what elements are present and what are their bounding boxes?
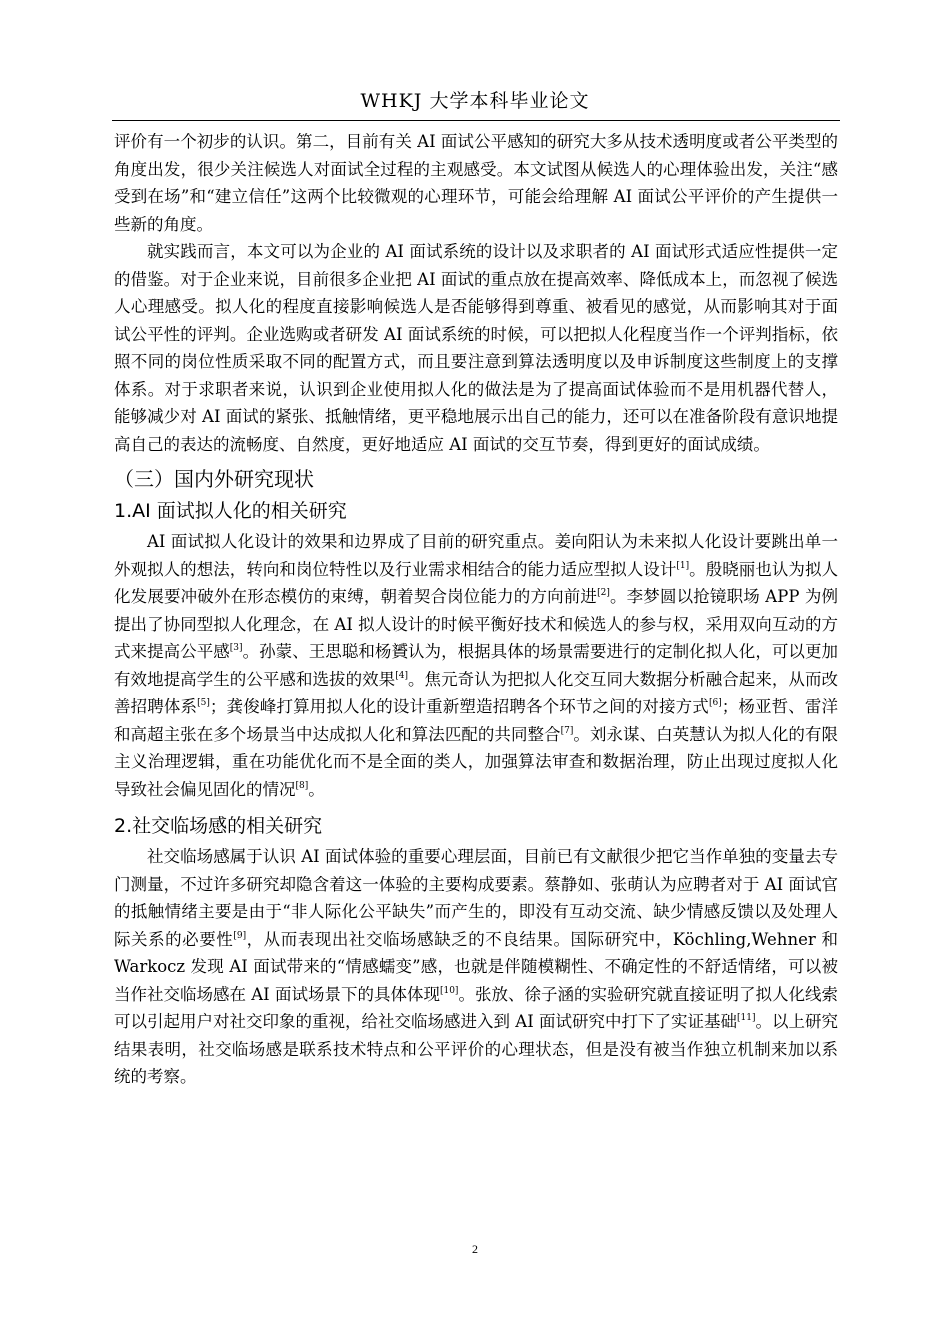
text-run: 。殷晓丽也认为拟人化发展要冲破外在形态模仿的束缚，朝着契合岗位能力的方向前进: [114, 559, 839, 606]
text-run: 。以上研究结果表明，社交临场感是联系技术特点和公平评价的心理状态，但是没有被当作独立机制来加以系统的考察。: [114, 1012, 838, 1086]
text-run: 社交临场感属于认识 AI 面试体验的重要心理层面，目前已有文献很少把它当作单独的变量去专门测量，不过许多研究却隐含着这一体验的主要构成要素。蔡静如、张萌认为应聘者对于 AI 面试官的抵触情绪主要是由于“非人际化公平缺失”而产生的，即没有互动交流、缺少情感反馈以及处理人际关系的必要性: [114, 847, 838, 949]
citation-ref: [9]: [233, 930, 247, 941]
running-header: WHKJ 大学本科毕业论文: [360, 90, 590, 112]
citation-ref: [2]: [597, 588, 610, 598]
text-run: 。焦元奇认为把拟人化交互同大数据分析融合起来，从而改善招聘体系: [114, 669, 839, 716]
page-number: 2: [472, 1242, 478, 1256]
citation-ref: [1]: [676, 560, 690, 571]
citation-ref: [5]: [197, 698, 210, 708]
text-run: ；杨亚哲、雷洋和高超主张在多个场景当中达成拟人化和算法匹配的共同整合: [114, 697, 839, 744]
paragraph-social-presence-review: [114, 843, 838, 1091]
citation-ref: [7]: [560, 725, 574, 736]
header-divider: [112, 120, 840, 121]
text-run: 。: [308, 779, 325, 799]
text-run: 。李梦圆以抢镜职场 APP 为例提出了协同型拟人化理念，在 AI 拟人设计的时候平衡好技术和候选人的参与权，采用双向互动的方式来提高公平感: [114, 587, 838, 661]
text-run: 。张放、徐子涵的实验研究就直接证明了拟人化线索可以引起用户对社交印象的重视，给社交临场感进入到 AI 面试研究中打下了实证基础: [114, 984, 838, 1031]
paragraph-continuation: 评价有一个初步的认识。第二，目前有关 AI 面试公平感知的研究大多从技术透明度或者公平类型的角度出发，很少关注候选人对面试全过程的主观感受。本文试图从候选人的心理体验出发，关注“感受到在场”和“建立信任”这两个比较微观的心理环节，可能会给理解 AI 面试公平评价的产生提供一些新的角度。: [114, 132, 838, 234]
text-run: ，从而表现出社交临场感缺乏的不良结果。国际研究中，Köchling,Wehner 和 Warkocz 发现 AI 面试带来的“情感蠕变”感，也就是伴随模糊性、不确定性的不舒适情绪，可以被当作社交临场感在 AI 面试场景下的具体体现: [114, 929, 839, 1004]
subsection-heading-anthropomorphism: 1.AI 面试拟人化的相关研究: [114, 500, 347, 522]
citation-ref: [3]: [229, 643, 243, 653]
paragraph-anthropomorphism-review: [114, 528, 838, 803]
citation-ref: [11]: [737, 1013, 756, 1023]
citation-ref: [6]: [708, 698, 722, 708]
paragraph-practical-significance: 就实践而言，本文可以为企业的 AI 面试系统的设计以及求职者的 AI 面试形式适应性提供一定的借鉴。对于企业来说，目前很多企业把 AI 面试的重点放在提高效率、降低成本上，而忽视了候选人心理感受。拟人化的程度直接影响候选人是否能够得到尊重、被看见的感觉，从而影响其对于面试公平性的评判。企业选购或者研发 AI 面试系统的时候，可以把拟人化程度当作一个评判指标，依照不同的岗位性质采取不同的配置方式，而且要注意到算法透明度以及申诉制度这些制度上的支撑体系。对于求职者来说，认识到企业使用拟人化的做法是为了提高面试体验而不是用机器代替人，能够减少对 AI 面试的紧张、抵触情绪，更平稳地展示出自己的能力，还可以在准备阶段有意识地提高自己的表达的流畅度、自然度，更好地适应 AI 面试的交互节奏，得到更好的面试成绩。: [114, 242, 838, 454]
citation-ref: [4]: [395, 670, 408, 681]
text-run: AI 面试拟人化设计的效果和边界成了目前的研究重点。姜向阳认为未来拟人化设计要跳出单一外观拟人的想法，转向和岗位特性以及行业需求相结合的能力适应型拟人设计: [114, 532, 838, 579]
text-run: 。孙蒙、王思聪和杨贇认为，根据具体的场景需要进行的定制化拟人化，可以更加有效地提高学生的公平感和选拔的效果: [114, 642, 839, 689]
citation-ref: [8]: [295, 780, 309, 791]
page-body: [114, 128, 838, 1091]
subsection-heading-social-presence: 2.社交临场感的相关研究: [114, 815, 323, 837]
section-heading: （三）国内外研究现状: [114, 467, 314, 491]
text-run: ；龚俊峰打算用拟人化的设计重新塑造招聘各个环节之间的对接方式: [209, 697, 709, 716]
citation-ref: [10]: [439, 985, 459, 996]
text-run: 。刘永谋、白英慧认为拟人化的有限主义治理逻辑，重在功能优化而不是全面的类人，加强算法审查和数据治理，防止出现过度拟人化导致社会偏见固化的情况: [114, 724, 839, 799]
